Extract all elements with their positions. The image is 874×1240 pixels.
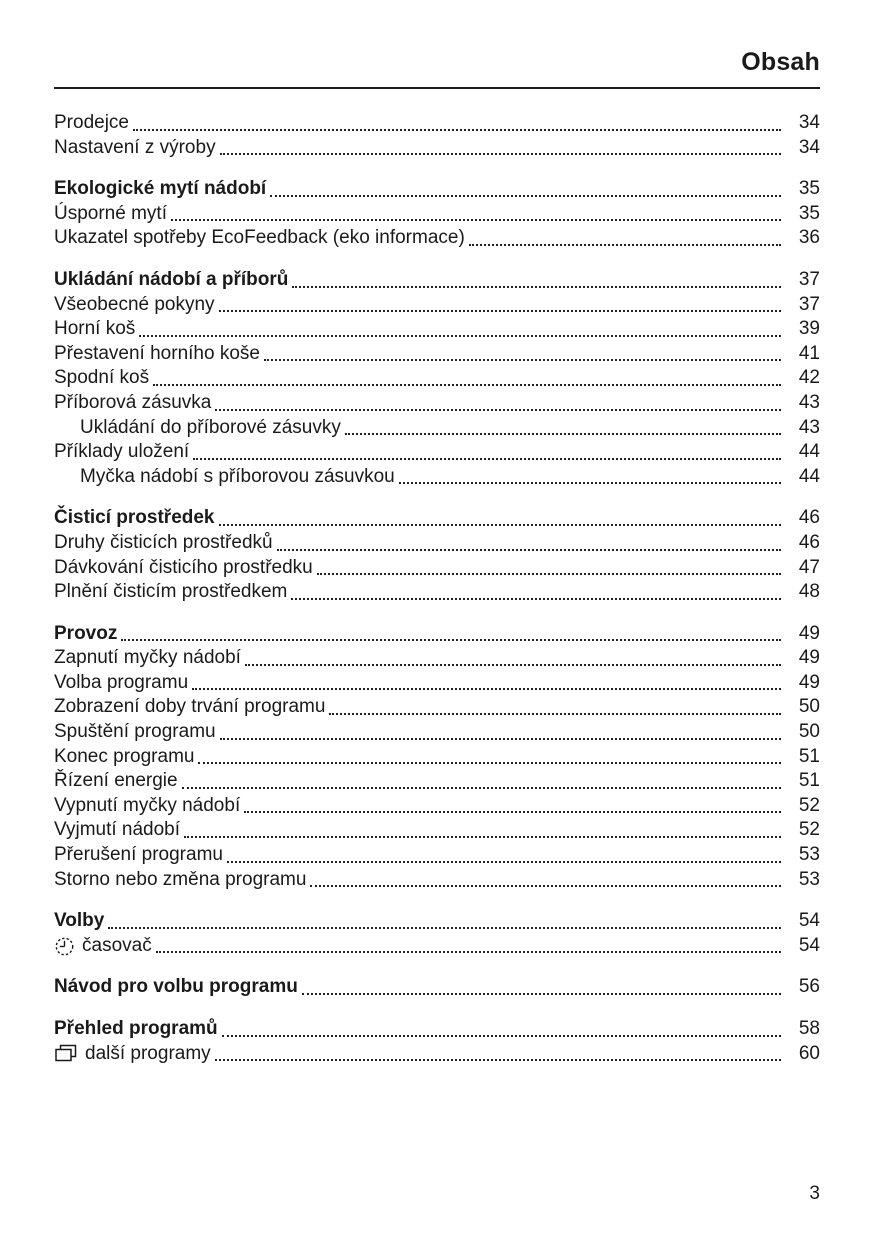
toc-row: [54, 416, 820, 441]
toc-row: [54, 745, 820, 770]
toc-row: [54, 818, 820, 843]
page-title: Obsah: [741, 48, 820, 76]
dot-leader: [469, 244, 781, 246]
dot-leader: [220, 738, 781, 740]
toc-entry-page: 56: [798, 976, 820, 998]
footer-page-number: 3: [809, 1183, 820, 1204]
dot-leader: [156, 951, 781, 953]
toc-row: [54, 720, 820, 745]
toc-entry-label: Druhy čisticích prostředků: [54, 531, 273, 553]
toc-entry-page: 47: [798, 556, 820, 578]
toc-entry-label: Vypnutí myčky nádobí: [54, 794, 241, 816]
toc-entry-label: Čisticí prostředek: [54, 507, 215, 529]
toc-entry-page: 35: [798, 202, 820, 224]
stacked-pages-icon: [54, 1044, 78, 1063]
toc-entry-page: 43: [798, 416, 820, 438]
toc-row: [54, 868, 820, 893]
toc-row: [54, 202, 820, 227]
dot-leader: [317, 573, 781, 575]
dot-leader: [244, 811, 781, 813]
toc-entry-label: Přerušení programu: [54, 844, 223, 866]
dot-leader: [108, 927, 781, 929]
toc-entry-page: 46: [798, 507, 820, 529]
toc-entry-page: 52: [798, 819, 820, 841]
toc-row: [54, 1042, 820, 1067]
toc-entry-label: Ekologické mytí nádobí: [54, 178, 267, 200]
toc-entry-page: 50: [798, 721, 820, 743]
toc-row: [54, 934, 820, 959]
toc-entry-label: Provoz: [54, 622, 118, 644]
dot-leader: [270, 195, 781, 197]
toc-entry-label: časovač: [54, 934, 152, 959]
dot-leader: [171, 219, 781, 221]
toc-entry-label: Vyjmutí nádobí: [54, 819, 181, 841]
toc-entry-label: Návod pro volbu programu: [54, 976, 298, 998]
toc-row: [54, 465, 820, 490]
toc-entry-page: 34: [798, 112, 820, 133]
dot-leader: [245, 664, 781, 666]
toc-entry-label: Storno nebo změna programu: [54, 868, 307, 890]
toc-entry-page: 54: [798, 934, 820, 956]
dot-leader: [310, 885, 781, 887]
toc-entry-page: 44: [798, 465, 820, 487]
toc-entry-label: Volba programu: [54, 671, 189, 693]
dot-leader: [192, 688, 781, 690]
dot-leader: [215, 409, 781, 411]
dot-leader: [222, 1035, 781, 1037]
timer-clock-icon: [54, 936, 75, 957]
toc-row: [54, 1017, 820, 1042]
toc-entry-page: 34: [798, 136, 820, 158]
toc-row: [54, 531, 820, 556]
toc-entry-label: Prodejce: [54, 112, 129, 133]
toc-row: [54, 695, 820, 720]
toc-row: [54, 909, 820, 934]
toc-entry-label: Nastavení z výroby: [54, 136, 216, 158]
toc-entry-label: Ukládání do příborové zásuvky: [80, 416, 341, 438]
dot-leader: [219, 524, 782, 526]
toc-entry-page: 51: [798, 770, 820, 792]
dot-leader: [193, 458, 781, 460]
toc-entry-label: Úsporné mytí: [54, 202, 167, 224]
toc-entry-label: Přehled programů: [54, 1018, 218, 1039]
dot-leader: [153, 384, 781, 386]
dot-leader: [399, 482, 781, 484]
header-rule: [54, 87, 820, 89]
toc-row: [54, 226, 820, 251]
toc-row: [54, 671, 820, 696]
toc-entry-label: Zobrazení doby trvání programu: [54, 696, 326, 718]
toc-entry-page: 49: [798, 671, 820, 693]
table-of-contents: [54, 111, 820, 1066]
page-header: [54, 48, 820, 89]
toc-entry-page: 49: [798, 622, 820, 644]
toc-row: [54, 440, 820, 465]
dot-leader: [198, 762, 781, 764]
toc-entry-label: Spuštění programu: [54, 721, 216, 743]
toc-row: [54, 769, 820, 794]
dot-leader: [220, 153, 781, 155]
toc-row: [54, 506, 820, 531]
dot-leader: [345, 433, 781, 435]
toc-entry-label: Všeobecné pokyny: [54, 293, 215, 315]
toc-row: [54, 646, 820, 671]
toc-row: [54, 580, 820, 605]
toc-entry-label: Ukládání nádobí a příborů: [54, 268, 289, 290]
toc-row: [54, 975, 820, 1000]
toc-entry-page: 46: [798, 531, 820, 553]
toc-entry-label: Dávkování čisticího prostředku: [54, 556, 313, 578]
toc-entry-label: Spodní koš: [54, 367, 150, 389]
toc-entry-page: 49: [798, 647, 820, 669]
dot-leader: [133, 129, 781, 131]
toc-entry-page: 48: [798, 581, 820, 603]
toc-entry-page: 42: [798, 367, 820, 389]
toc-entry-page: 36: [798, 227, 820, 249]
toc-entry-label: Myčka nádobí s příborovou zásuvkou: [80, 465, 395, 487]
dot-leader: [121, 639, 781, 641]
dot-leader: [329, 713, 781, 715]
toc-entry-label: Zapnutí myčky nádobí: [54, 647, 241, 669]
dot-leader: [184, 836, 781, 838]
toc-row: [54, 843, 820, 868]
toc-entry-label: další programy: [54, 1042, 211, 1067]
dot-leader: [219, 310, 781, 312]
toc-entry-page: 43: [798, 391, 820, 413]
toc-entry-label: Volby: [54, 910, 105, 932]
toc-entry-page: 39: [798, 318, 820, 340]
toc-entry-label: Přestavení horního koše: [54, 342, 260, 364]
toc-row: [54, 136, 820, 161]
toc-entry-page: 52: [798, 794, 820, 816]
toc-entry-label: Řízení energie: [54, 770, 178, 792]
toc-entry-page: 41: [798, 342, 820, 364]
toc-entry-label: Horní koš: [54, 318, 136, 340]
toc-row: [54, 268, 820, 293]
toc-row: [54, 622, 820, 647]
toc-entry-page: 37: [798, 268, 820, 290]
toc-row: [54, 177, 820, 202]
toc-entry-page: 44: [798, 441, 820, 463]
toc-row: [54, 391, 820, 416]
dot-leader: [182, 787, 781, 789]
toc-entry-label: Ukazatel spotřeby EcoFeedback (eko informace): [54, 227, 465, 249]
toc-row: [54, 293, 820, 318]
toc-entry-label: Příklady uložení: [54, 441, 190, 463]
dot-leader: [215, 1059, 781, 1061]
toc-row: [54, 111, 820, 136]
toc-entry-page: 35: [798, 178, 820, 200]
toc-entry-page: 37: [798, 293, 820, 315]
toc-entry-page: 60: [798, 1042, 820, 1064]
toc-row: [54, 342, 820, 367]
toc-row: [54, 794, 820, 819]
toc-entry-label: Plnění čisticím prostředkem: [54, 581, 288, 603]
dot-leader: [277, 549, 781, 551]
toc-entry-page: 50: [798, 696, 820, 718]
toc-entry-label: Konec programu: [54, 745, 195, 767]
toc-entry-page: 53: [798, 844, 820, 866]
toc-row: [54, 556, 820, 581]
dot-leader: [264, 359, 781, 361]
toc-entry-page: 53: [798, 868, 820, 890]
toc-entry-label: Příborová zásuvka: [54, 391, 212, 413]
toc-row: [54, 366, 820, 391]
toc-entry-page: 58: [798, 1018, 820, 1039]
toc-entry-page: 51: [798, 745, 820, 767]
dot-leader: [139, 335, 781, 337]
dot-leader: [292, 286, 781, 288]
toc-row: [54, 317, 820, 342]
dot-leader: [291, 598, 781, 600]
toc-entry-page: 54: [798, 910, 820, 932]
dot-leader: [227, 861, 781, 863]
dot-leader: [302, 993, 781, 995]
